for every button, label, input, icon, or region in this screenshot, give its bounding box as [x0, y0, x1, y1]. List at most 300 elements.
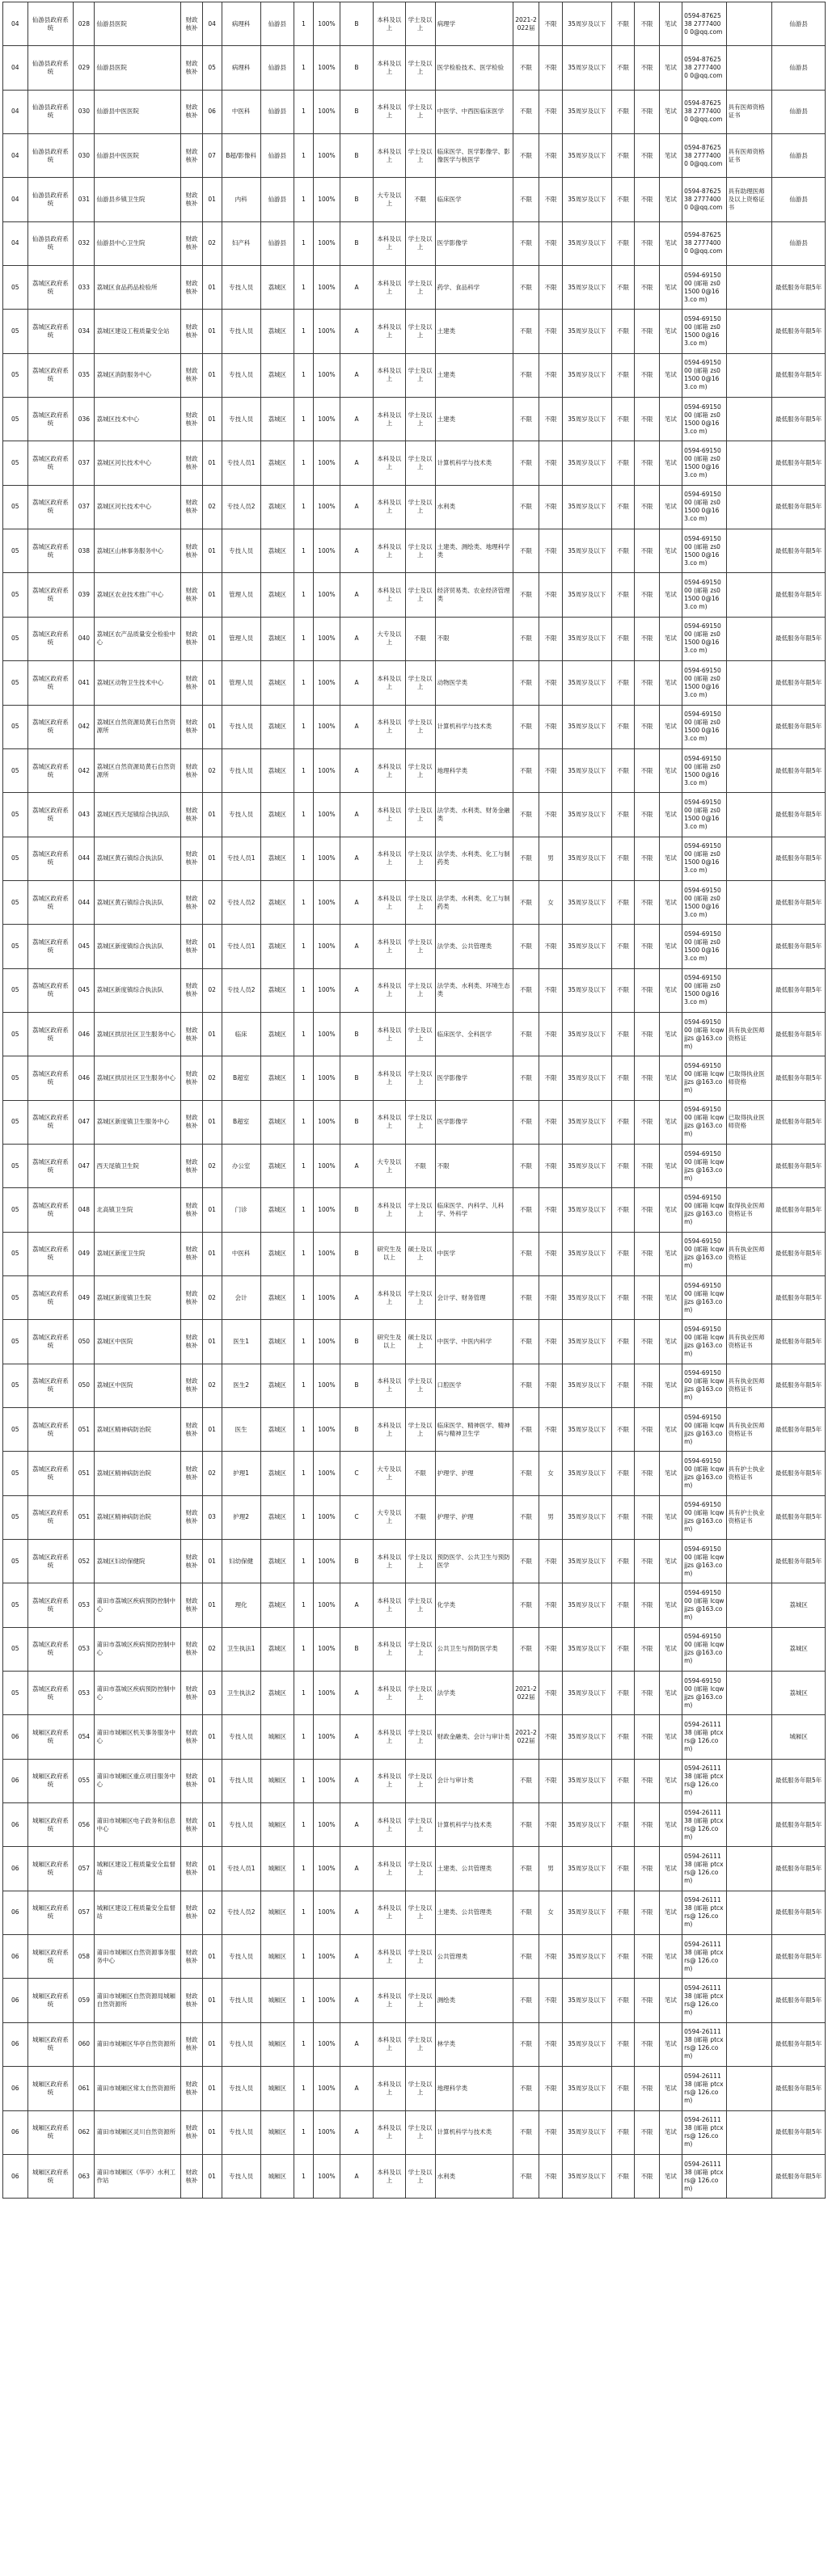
cell-post-code: 01 [202, 529, 222, 573]
cell-unit-name: 莆田市荔城区疾病预防控制中心 [95, 1627, 181, 1671]
cell-funding-type: 财政核补 [181, 1540, 202, 1583]
cell-location: 城厢区 [260, 1979, 294, 2022]
cell-exam-category: B [340, 1320, 373, 1364]
cell-post-code: 01 [202, 1715, 222, 1759]
cell-unit-name: 荔城区新度镇综合执法队 [95, 968, 181, 1012]
cell-exam-category: B [340, 1364, 373, 1407]
cell-notes: 最低服务年限5年 [772, 968, 826, 1012]
cell-major: 临床医学、全科医学 [435, 1012, 513, 1056]
cell-remarks: 具有护士执业资格证书 [726, 1495, 772, 1539]
cell-major: 计算机科学与技术类 [435, 2110, 513, 2154]
cell-degree: 学士及以上 [405, 90, 435, 133]
cell-system-name: 荔城区政府系统 [27, 441, 74, 485]
cell-gender: 女 [539, 880, 562, 924]
cell-graduate-year: 不限 [513, 1452, 539, 1495]
cell-funding-type: 财政核补 [181, 661, 202, 705]
cell-funding-type: 财政核补 [181, 1979, 202, 2022]
cell-location: 仙游县 [260, 46, 294, 90]
cell-post-code: 07 [202, 134, 222, 178]
table-row [3, 221, 826, 265]
cell-exam-category: A [340, 266, 373, 310]
cell-major: 护理学、护理 [435, 1452, 513, 1495]
cell-system-name: 城厢区政府系统 [27, 1935, 74, 1979]
cell-notes: 最低服务年限5年 [772, 573, 826, 617]
cell-graduate-year: 不限 [513, 748, 539, 792]
table-row [3, 90, 826, 133]
cell-post-name: 专技人员 [222, 2154, 260, 2198]
cell-age-limit: 35周岁及以下 [562, 748, 611, 792]
cell-contact: 0594-6915000 (邮箱 lcqwjjzs @163.co m) [682, 1583, 727, 1627]
cell-exam-category: C [340, 1495, 373, 1539]
cell-location: 荔城区 [260, 1672, 294, 1715]
cell-notes: 最低服务年限5年 [772, 1540, 826, 1583]
table-row [3, 1056, 826, 1100]
cell-other-req: 不限 [635, 1847, 660, 1891]
cell-other-req: 不限 [635, 134, 660, 178]
cell-unit-name: 莆田市城厢区重点项目服务中心 [95, 1759, 181, 1802]
cell-graduate-year: 不限 [513, 1408, 539, 1452]
cell-other-req: 不限 [635, 1627, 660, 1671]
cell-notes: 仙游县 [772, 134, 826, 178]
cell-region-code: 05 [3, 1583, 28, 1627]
cell-exam-ratio: 100% [314, 441, 340, 485]
cell-exam-ratio: 100% [314, 221, 340, 265]
cell-other-req: 不限 [635, 1408, 660, 1452]
cell-political-status: 不限 [611, 441, 634, 485]
cell-headcount: 1 [294, 705, 314, 748]
cell-remarks [726, 968, 772, 1012]
cell-post-name: 卫生执法1 [222, 1627, 260, 1671]
table-row [3, 1012, 826, 1056]
cell-contact: 0594-6915000 (邮箱 zs01500 0@163.co m) [682, 617, 727, 660]
cell-unit-name: 荔城区河长技术中心 [95, 441, 181, 485]
cell-funding-type: 财政核补 [181, 485, 202, 529]
cell-headcount: 1 [294, 1759, 314, 1802]
cell-graduate-year: 不限 [513, 837, 539, 880]
cell-region-code: 05 [3, 1275, 28, 1319]
cell-education: 本科及以上 [374, 1012, 405, 1056]
cell-region-code: 05 [3, 748, 28, 792]
cell-system-name: 城厢区政府系统 [27, 2154, 74, 2198]
cell-location: 城厢区 [260, 1803, 294, 1847]
cell-other-req: 不限 [635, 2154, 660, 2198]
cell-unit-code: 034 [74, 310, 95, 353]
cell-political-status: 不限 [611, 1715, 634, 1759]
cell-notes: 荔城区 [772, 1627, 826, 1671]
cell-headcount: 1 [294, 1452, 314, 1495]
cell-exam-category: A [340, 2110, 373, 2154]
cell-exam-ratio: 100% [314, 1935, 340, 1979]
cell-age-limit: 35周岁及以下 [562, 1847, 611, 1891]
cell-unit-code: 037 [74, 441, 95, 485]
cell-exam-ratio: 100% [314, 1803, 340, 1847]
cell-unit-name: 荔城区黄石镇综合执法队 [95, 880, 181, 924]
cell-post-code: 01 [202, 1540, 222, 1583]
table-row [3, 705, 826, 748]
cell-system-name: 荔城区政府系统 [27, 1495, 74, 1539]
cell-exam-ratio: 100% [314, 90, 340, 133]
cell-post-name: 医生 [222, 1408, 260, 1452]
cell-post-name: 医生1 [222, 1320, 260, 1364]
table-row [3, 1408, 826, 1452]
cell-contact: 0594-8762538 27774000 0@qq.com [682, 178, 727, 221]
cell-political-status: 不限 [611, 1275, 634, 1319]
cell-headcount: 1 [294, 1583, 314, 1627]
cell-remarks [726, 705, 772, 748]
cell-education: 本科及以上 [374, 573, 405, 617]
cell-funding-type: 财政核补 [181, 1056, 202, 1100]
cell-funding-type: 财政核补 [181, 1495, 202, 1539]
cell-exam-category: B [340, 1100, 373, 1144]
cell-post-code: 01 [202, 1935, 222, 1979]
table-row [3, 925, 826, 968]
cell-unit-code: 049 [74, 1275, 95, 1319]
cell-funding-type: 财政核补 [181, 46, 202, 90]
table-row [3, 46, 826, 90]
cell-degree: 硕士及以上 [405, 1320, 435, 1364]
cell-degree: 不限 [405, 1144, 435, 1187]
cell-graduate-year: 不限 [513, 1583, 539, 1627]
cell-exam-ratio: 100% [314, 1540, 340, 1583]
cell-unit-code: 051 [74, 1495, 95, 1539]
cell-gender: 不限 [539, 1627, 562, 1671]
cell-remarks: 具有医师资格证书 [726, 134, 772, 178]
table-row [3, 2067, 826, 2110]
cell-unit-name: 荔城区山林事务服务中心 [95, 529, 181, 573]
cell-location: 荔城区 [260, 1495, 294, 1539]
cell-unit-name: 荔城区动物卫生技术中心 [95, 661, 181, 705]
cell-exam-method: 笔试 [659, 1715, 682, 1759]
cell-education: 本科及以上 [374, 925, 405, 968]
cell-notes: 最低服务年限5年 [772, 1408, 826, 1452]
cell-notes: 仙游县 [772, 178, 826, 221]
cell-graduate-year: 不限 [513, 2110, 539, 2154]
cell-age-limit: 35周岁及以下 [562, 2, 611, 46]
cell-notes: 最低服务年限5年 [772, 1803, 826, 1847]
cell-exam-ratio: 100% [314, 2110, 340, 2154]
cell-age-limit: 35周岁及以下 [562, 1979, 611, 2022]
cell-graduate-year: 不限 [513, 617, 539, 660]
cell-exam-ratio: 100% [314, 1056, 340, 1100]
cell-remarks [726, 46, 772, 90]
cell-system-name: 仙游县政府系统 [27, 46, 74, 90]
cell-funding-type: 财政核补 [181, 1188, 202, 1232]
cell-system-name: 城厢区政府系统 [27, 1847, 74, 1891]
cell-political-status: 不限 [611, 1891, 634, 1934]
cell-other-req: 不限 [635, 1540, 660, 1583]
cell-age-limit: 35周岁及以下 [562, 1891, 611, 1934]
cell-post-name: 专技人员 [222, 529, 260, 573]
table-row [3, 441, 826, 485]
cell-funding-type: 财政核补 [181, 617, 202, 660]
cell-political-status: 不限 [611, 310, 634, 353]
cell-region-code: 05 [3, 1144, 28, 1187]
cell-age-limit: 35周岁及以下 [562, 529, 611, 573]
cell-headcount: 1 [294, 398, 314, 441]
cell-location: 荔城区 [260, 1364, 294, 1407]
cell-exam-method: 笔试 [659, 2, 682, 46]
cell-unit-code: 051 [74, 1408, 95, 1452]
cell-remarks [726, 1275, 772, 1319]
cell-graduate-year: 不限 [513, 1803, 539, 1847]
cell-major: 动物医学类 [435, 661, 513, 705]
cell-exam-ratio: 100% [314, 1144, 340, 1187]
cell-political-status: 不限 [611, 1012, 634, 1056]
cell-age-limit: 35周岁及以下 [562, 90, 611, 133]
cell-degree: 学士及以上 [405, 485, 435, 529]
cell-location: 荔城区 [260, 880, 294, 924]
cell-location: 荔城区 [260, 1012, 294, 1056]
cell-exam-ratio: 100% [314, 485, 340, 529]
cell-exam-ratio: 100% [314, 925, 340, 968]
cell-region-code: 05 [3, 1056, 28, 1100]
cell-political-status: 不限 [611, 529, 634, 573]
cell-location: 荔城区 [260, 968, 294, 1012]
cell-post-name: 病理科 [222, 2, 260, 46]
cell-gender: 不限 [539, 353, 562, 397]
cell-other-req: 不限 [635, 441, 660, 485]
cell-exam-ratio: 100% [314, 1188, 340, 1232]
cell-system-name: 城厢区政府系统 [27, 2110, 74, 2154]
cell-other-req: 不限 [635, 46, 660, 90]
cell-political-status: 不限 [611, 2022, 634, 2066]
cell-graduate-year: 不限 [513, 661, 539, 705]
cell-remarks [726, 1627, 772, 1671]
cell-degree: 学士及以上 [405, 1408, 435, 1452]
cell-post-code: 01 [202, 793, 222, 837]
cell-unit-name: 莆田市城厢区常太自然资源所 [95, 2067, 181, 2110]
cell-political-status: 不限 [611, 837, 634, 880]
cell-unit-code: 053 [74, 1583, 95, 1627]
cell-remarks [726, 573, 772, 617]
cell-location: 荔城区 [260, 398, 294, 441]
cell-post-code: 01 [202, 1583, 222, 1627]
cell-graduate-year: 不限 [513, 705, 539, 748]
cell-age-limit: 35周岁及以下 [562, 1408, 611, 1452]
cell-headcount: 1 [294, 2, 314, 46]
cell-post-name: 专技人员1 [222, 925, 260, 968]
cell-other-req: 不限 [635, 1056, 660, 1100]
cell-exam-method: 笔试 [659, 353, 682, 397]
cell-unit-code: 047 [74, 1100, 95, 1144]
cell-age-limit: 35周岁及以下 [562, 1056, 611, 1100]
cell-headcount: 1 [294, 441, 314, 485]
cell-major: 不限 [435, 617, 513, 660]
cell-region-code: 05 [3, 925, 28, 968]
cell-other-req: 不限 [635, 1232, 660, 1275]
cell-political-status: 不限 [611, 1320, 634, 1364]
cell-education: 本科及以上 [374, 441, 405, 485]
cell-graduate-year: 不限 [513, 353, 539, 397]
cell-headcount: 1 [294, 880, 314, 924]
cell-other-req: 不限 [635, 1100, 660, 1144]
cell-graduate-year: 不限 [513, 1540, 539, 1583]
cell-other-req: 不限 [635, 266, 660, 310]
cell-exam-category: A [340, 2154, 373, 2198]
cell-age-limit: 35周岁及以下 [562, 1364, 611, 1407]
cell-headcount: 1 [294, 1803, 314, 1847]
cell-exam-method: 笔试 [659, 1847, 682, 1891]
cell-post-name: 专技人员 [222, 748, 260, 792]
cell-location: 荔城区 [260, 1232, 294, 1275]
cell-exam-ratio: 100% [314, 46, 340, 90]
cell-exam-category: A [340, 310, 373, 353]
cell-education: 本科及以上 [374, 2067, 405, 2110]
cell-contact: 0594-6915000 (邮箱 zs01500 0@163.co m) [682, 925, 727, 968]
cell-unit-name: 荔城区建设工程质量安全站 [95, 310, 181, 353]
cell-exam-method: 笔试 [659, 1056, 682, 1100]
cell-major: 法学类、水利类、环境生态类 [435, 968, 513, 1012]
cell-gender: 不限 [539, 1320, 562, 1364]
cell-post-code: 01 [202, 1320, 222, 1364]
cell-unit-name: 荔城区农业技术推广中心 [95, 573, 181, 617]
cell-post-code: 03 [202, 1495, 222, 1539]
cell-exam-method: 笔试 [659, 1495, 682, 1539]
cell-unit-code: 060 [74, 2022, 95, 2066]
cell-major: 医学影像学 [435, 1100, 513, 1144]
cell-headcount: 1 [294, 617, 314, 660]
cell-location: 城厢区 [260, 2154, 294, 2198]
cell-education: 本科及以上 [374, 705, 405, 748]
cell-degree: 学士及以上 [405, 1100, 435, 1144]
cell-unit-code: 045 [74, 925, 95, 968]
cell-notes: 最低服务年限5年 [772, 2067, 826, 2110]
cell-notes: 荔城区 [772, 1672, 826, 1715]
cell-gender: 不限 [539, 441, 562, 485]
cell-system-name: 城厢区政府系统 [27, 1759, 74, 1802]
cell-degree: 学士及以上 [405, 705, 435, 748]
cell-graduate-year: 不限 [513, 1100, 539, 1144]
cell-contact: 0594-6915000 (邮箱 zs01500 0@163.co m) [682, 968, 727, 1012]
cell-unit-code: 040 [74, 617, 95, 660]
cell-location: 荔城区 [260, 441, 294, 485]
cell-major: 药学、食品科学 [435, 266, 513, 310]
cell-degree: 学士及以上 [405, 1627, 435, 1671]
cell-graduate-year: 不限 [513, 880, 539, 924]
cell-post-name: 管理人员 [222, 617, 260, 660]
cell-headcount: 1 [294, 221, 314, 265]
cell-age-limit: 35周岁及以下 [562, 2154, 611, 2198]
cell-education: 本科及以上 [374, 310, 405, 353]
cell-exam-category: A [340, 1935, 373, 1979]
cell-graduate-year: 不限 [513, 1495, 539, 1539]
cell-region-code: 05 [3, 1012, 28, 1056]
cell-funding-type: 财政核补 [181, 310, 202, 353]
cell-unit-code: 044 [74, 837, 95, 880]
cell-system-name: 荔城区政府系统 [27, 1364, 74, 1407]
cell-gender: 不限 [539, 529, 562, 573]
cell-major: 中医学、中医内科学 [435, 1320, 513, 1364]
cell-political-status: 不限 [611, 1979, 634, 2022]
cell-unit-code: 058 [74, 1935, 95, 1979]
cell-location: 仙游县 [260, 2, 294, 46]
cell-graduate-year: 不限 [513, 1232, 539, 1275]
table-row [3, 2110, 826, 2154]
cell-region-code: 04 [3, 134, 28, 178]
cell-major: 临床医学、内科学、儿科学、外科学 [435, 1188, 513, 1232]
cell-system-name: 荔城区政府系统 [27, 353, 74, 397]
cell-remarks: 具有执业医师资格证 [726, 1012, 772, 1056]
cell-other-req: 不限 [635, 1803, 660, 1847]
cell-age-limit: 35周岁及以下 [562, 1672, 611, 1715]
cell-major: 临床医学、精神医学、精神病与精神卫生学 [435, 1408, 513, 1452]
cell-notes: 最低服务年限5年 [772, 529, 826, 573]
table-row [3, 178, 826, 221]
cell-region-code: 06 [3, 2154, 28, 2198]
cell-political-status: 不限 [611, 46, 634, 90]
table-row [3, 1452, 826, 1495]
cell-political-status: 不限 [611, 353, 634, 397]
cell-headcount: 1 [294, 178, 314, 221]
cell-post-name: 卫生执法2 [222, 1672, 260, 1715]
cell-exam-ratio: 100% [314, 968, 340, 1012]
cell-system-name: 荔城区政府系统 [27, 705, 74, 748]
cell-headcount: 1 [294, 1540, 314, 1583]
cell-exam-ratio: 100% [314, 1583, 340, 1627]
cell-system-name: 荔城区政府系统 [27, 1100, 74, 1144]
cell-region-code: 05 [3, 398, 28, 441]
cell-exam-ratio: 100% [314, 529, 340, 573]
cell-headcount: 1 [294, 1056, 314, 1100]
cell-degree: 学士及以上 [405, 793, 435, 837]
cell-remarks [726, 221, 772, 265]
cell-region-code: 05 [3, 1100, 28, 1144]
cell-degree: 学士及以上 [405, 266, 435, 310]
cell-exam-method: 笔试 [659, 2110, 682, 2154]
cell-system-name: 城厢区政府系统 [27, 2067, 74, 2110]
cell-system-name: 仙游县政府系统 [27, 90, 74, 133]
cell-exam-method: 笔试 [659, 1935, 682, 1979]
cell-unit-code: 032 [74, 221, 95, 265]
cell-post-name: B超室 [222, 1056, 260, 1100]
cell-degree: 不限 [405, 1495, 435, 1539]
cell-contact: 0594-6915000 (邮箱 zs01500 0@163.co m) [682, 793, 727, 837]
cell-remarks [726, 1715, 772, 1759]
cell-notes: 最低服务年限5年 [772, 880, 826, 924]
cell-exam-ratio: 100% [314, 837, 340, 880]
cell-headcount: 1 [294, 968, 314, 1012]
cell-age-limit: 35周岁及以下 [562, 266, 611, 310]
cell-post-code: 02 [202, 1891, 222, 1934]
cell-major: 护理学、护理 [435, 1495, 513, 1539]
cell-remarks [726, 1759, 772, 1802]
cell-gender: 女 [539, 1452, 562, 1495]
cell-age-limit: 35周岁及以下 [562, 1495, 611, 1539]
cell-unit-name: 荔城区农产品质量安全检验中心 [95, 617, 181, 660]
cell-degree: 学士及以上 [405, 2154, 435, 2198]
table-row [3, 1847, 826, 1891]
cell-post-name: 专技人员 [222, 2022, 260, 2066]
cell-unit-code: 029 [74, 46, 95, 90]
cell-headcount: 1 [294, 1100, 314, 1144]
cell-exam-category: A [340, 529, 373, 573]
cell-age-limit: 35周岁及以下 [562, 1759, 611, 1802]
cell-exam-ratio: 100% [314, 2, 340, 46]
cell-political-status: 不限 [611, 1759, 634, 1802]
cell-contact: 0594-2611138 (邮箱 ptcxrs@ 126.com) [682, 1803, 727, 1847]
cell-remarks [726, 2, 772, 46]
cell-graduate-year: 不限 [513, 46, 539, 90]
table-row [3, 880, 826, 924]
cell-unit-name: 莆田市城厢区灵川自然资源所 [95, 2110, 181, 2154]
table-row [3, 1715, 826, 1759]
cell-other-req: 不限 [635, 1583, 660, 1627]
cell-major: 水利类 [435, 485, 513, 529]
table-row [3, 353, 826, 397]
cell-remarks [726, 1847, 772, 1891]
cell-notes: 最低服务年限5年 [772, 1452, 826, 1495]
cell-graduate-year: 不限 [513, 2154, 539, 2198]
